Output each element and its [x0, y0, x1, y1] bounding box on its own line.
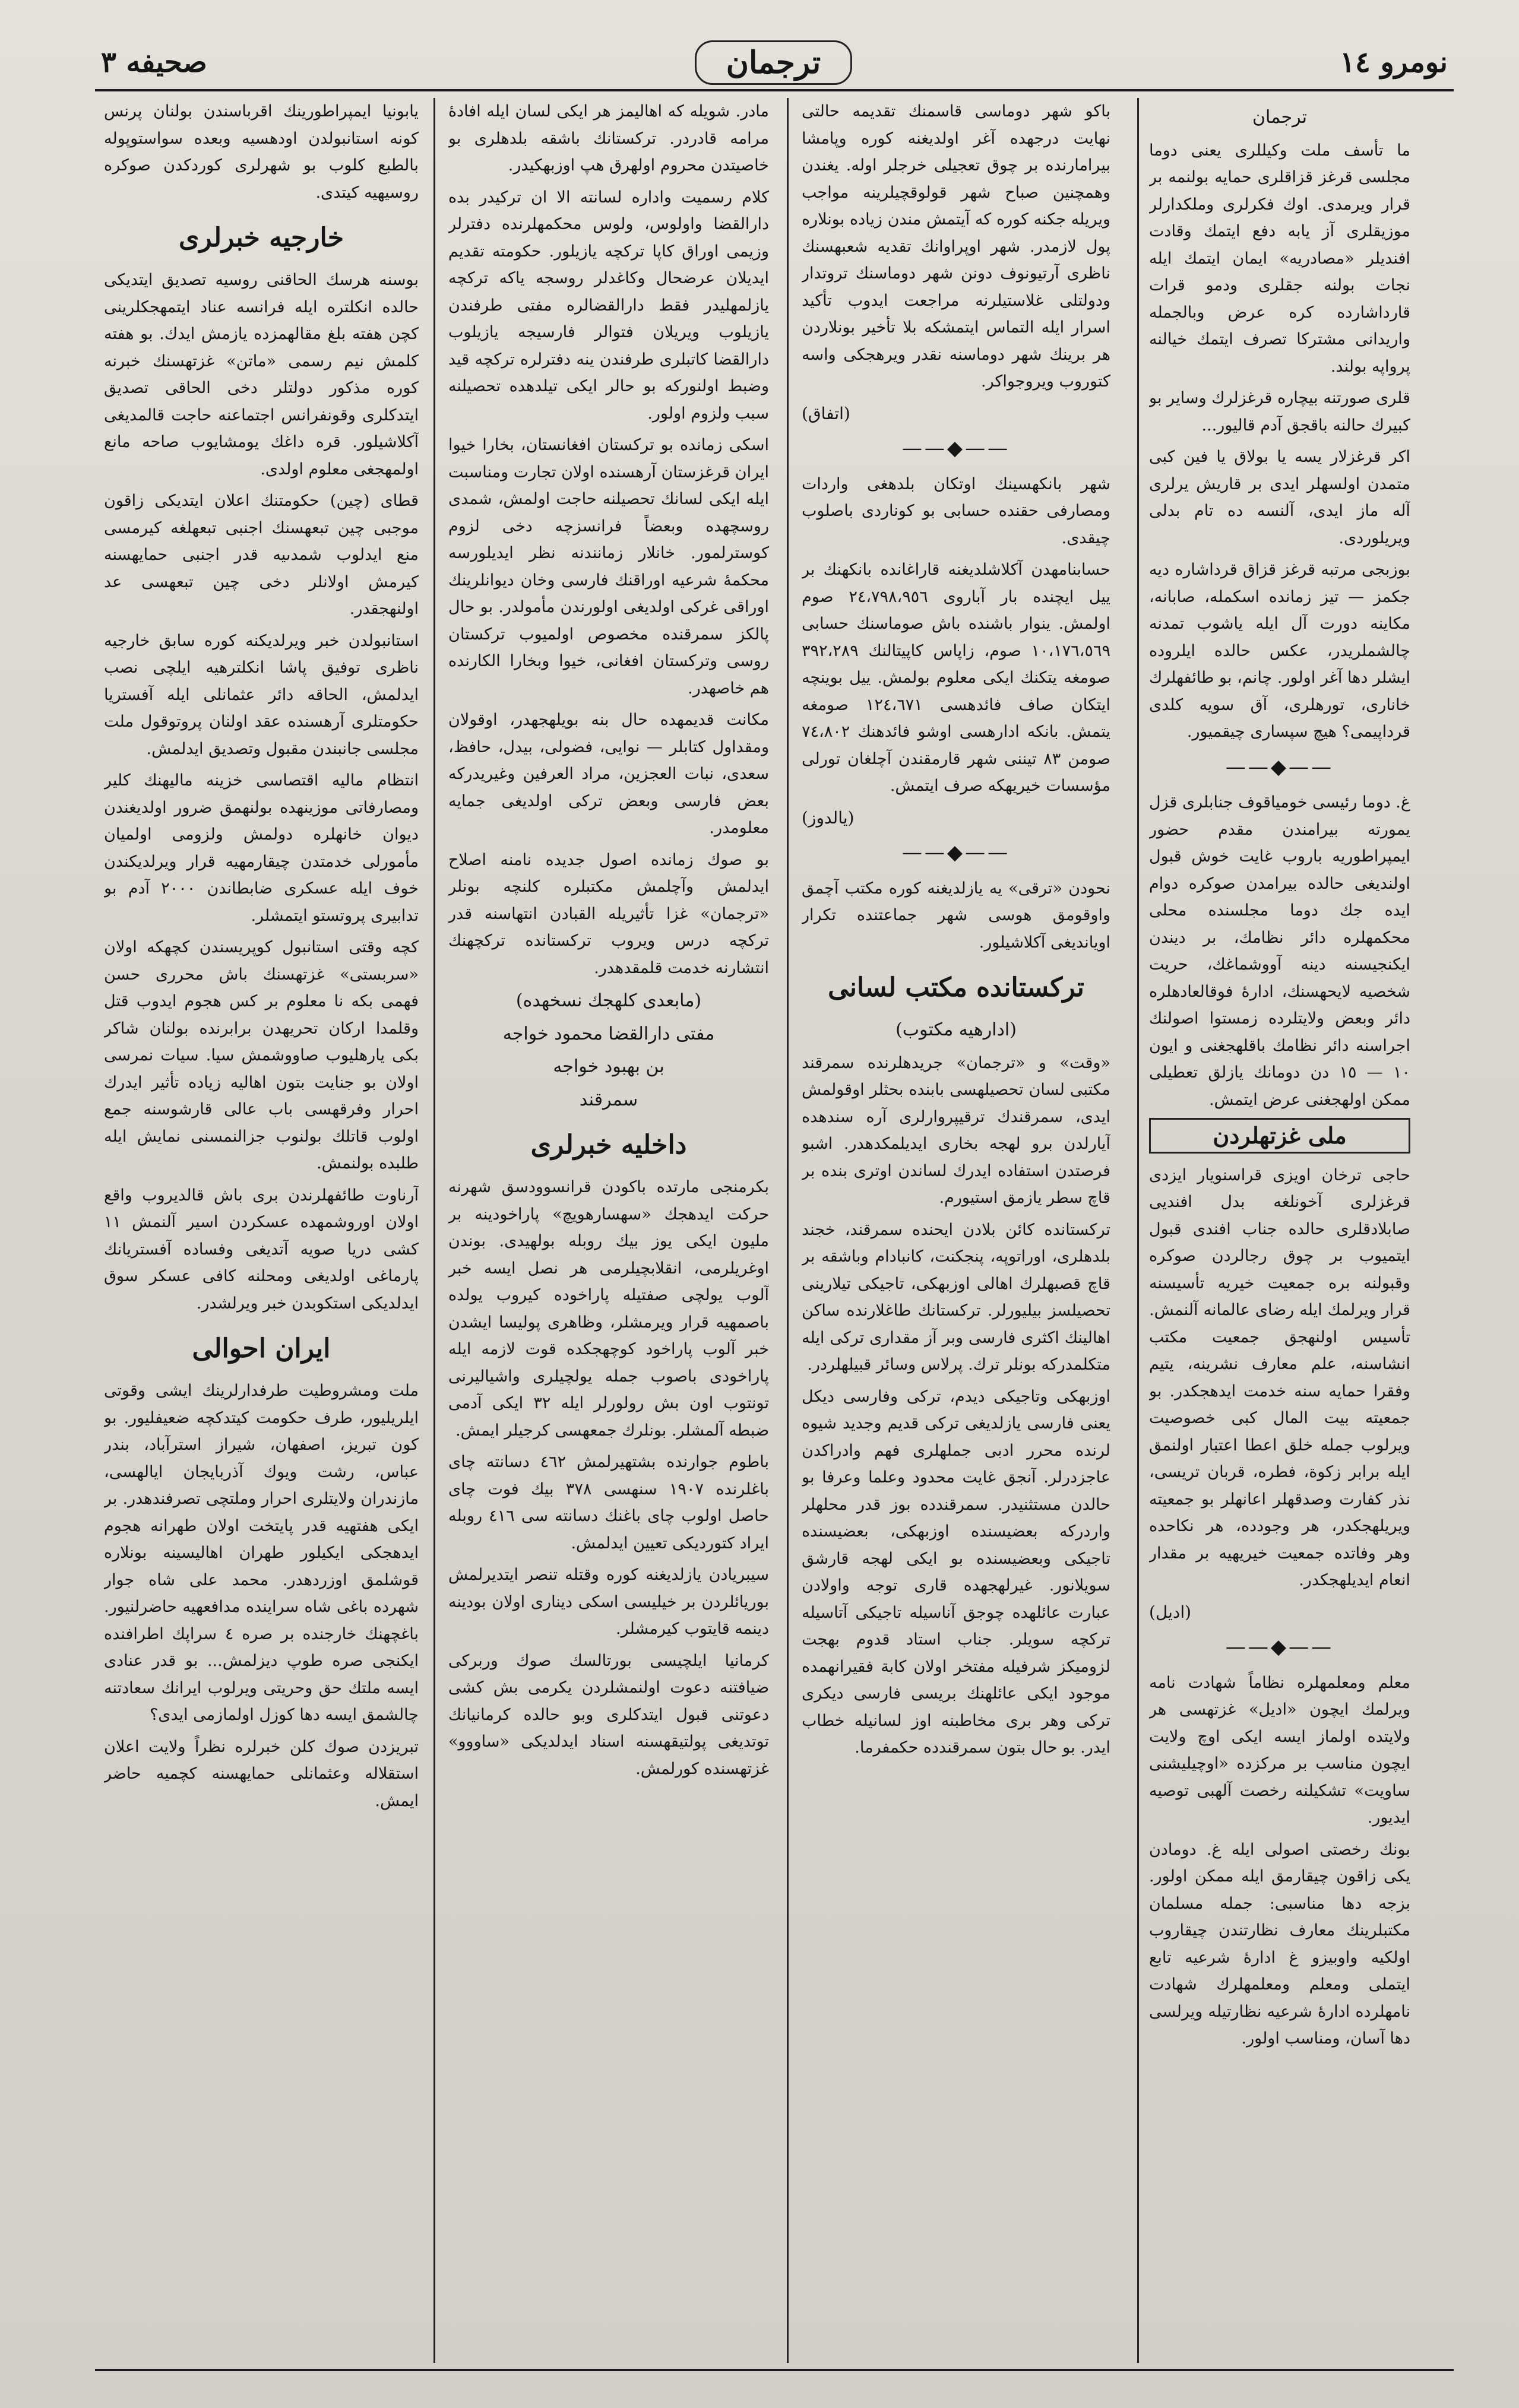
column-separator: [1137, 98, 1139, 2363]
divider-ornament: ——◆——: [1225, 755, 1334, 779]
col2-news-item: حسابنامهدن آكلاشلديغنه قاراغانده بانكهنك بر ييل ايچنده بار آباروى ٢٤،٧٩٨،٩٥٦ صوم اولمش. ينوار باشنده باش صوماسنك حسابى ١٠،١٧٦،٥٦٩ صوم، زاپاس كاپيتالنك ٣٩٢،٢٨٩ صومغه يتكنك ايكى معلوم بولمش. ييل بوينچه ايتكان صاف فائدهسى ١٢٤،٦٧١ صومغه يتمش. بانكه ادارهسى اوشو فائدهنك ٧٤،٨٠٢ صومن ٨٣ تيننى شهر قارمقندن آچلغان تورلى مؤسسات خيريهكه صرف ايتمش.: [802, 560, 1110, 795]
issue-number: نومرو ١٤: [1340, 46, 1448, 79]
col1-news-item: غ. دوما رئيسى خومياقوف جنابلرى قزل يمورته بيرامندن مقدم حضور ايمپراطوريه باروب غايت خوش قبول اولنديغى حالده بيرامدن صوكره دوام ايده جك دوما مجلسنده محلى محكمهلره دائر نظامك، بر ديندن ايكنجيسنه دينه آووشماغك، حريت شخصيه لايحهسنك، ادارهٔ فوقالعادهلره دائر وبعض ولايتلرده زمستوا اصولنك اجراسنه دائر نظامك باقلهجغنى و ايون ١٠ — ١٥ دن دومانك يازلق تعطيلى ممكن اولهجغنى عرض ايتمش.: [1149, 793, 1410, 1109]
masthead-title: ترجمان: [695, 40, 852, 85]
page-number: صحيفه ٣: [101, 46, 207, 79]
signature-line: بن بهبود خواجه: [553, 1056, 664, 1077]
col3-paragraph: مكانت قديمهده حال بنه بويلهجهدر، اوقولان ومقداول كتابلر — نوايى، فضولى، بيدل، حافظ، سعدى، نبات العجزين، مراد العرفين وغيريدركه بعض فارسى وبعض تركى اولديغى جمايه معلومدر.: [448, 711, 769, 837]
col1-news-item: بونك رخصتى اصولى ايله غ. دومادن يكى زاقون چيقارمق ايله ممكن اولور. بزجه دها مناسبى: جمله مسلمان مكتبلرينك معارف نظارتندن چيقاروب اولكيه واوبيزو غ ادارهٔ شرعيه تابع ايتملى ومعلم ومعلمهلرك شهادت نامهلرده ادارهٔ شرعيه نظارتيله ويرلسى دها آسان، ومناسب اولور.: [1149, 1840, 1410, 2048]
source-credit: (يالدوز): [802, 807, 855, 828]
col1-paragraph: اكر قرغزلار يسه يا بولاق يا فين كبى متمدن اولسهلر ايدى بر قاريش يرلرى آله ماز ايدى، آلنسه ده تام بدلى ويريلوردى.: [1149, 448, 1410, 547]
col4-news-item: تبريزدن صوك كلن خبرلره نظراً ولايت اعلان استقلاله وعثمانلى حمايهسنه كچميه حاضر ايمش.: [104, 1737, 419, 1810]
col3-news-item: بكرمنجى مارتده باكودن قرانسوودسق شهرنه حركت ايدهجك «سهسارهويچ» پاراخودينه بر مليون ايكى يوز بيك روبله بولهيدى. بوندن اوغريلرمى، انقلابچيلرمى هر نصل ايسه خبر آلوب يولچى صفتيله پاراخوده كيروب يولده باصمهيه قرار ويرمشلر، وظاهرى پوليسا ايشدن خبر آلوب پاراخود كوچهجكده قوت لازمه ايله پاراخودى باصوب جمله يولچيلرى واشياليرنى تونتوب اون بش رولورلر ايله ٣٢ ايكى آدمى ضبطه آلمشلر. بونلرك جمعهسى كرجيلر ايمش.: [448, 1178, 769, 1440]
column-2: [802, 98, 1110, 2363]
col1-paragraph: بوزبجى مرتبه قرغز قزاق قرداشاره ديه جكمز — تيز زمانده اسكمله، صابانه، مكاينه دورت آل ايله ياشوب تمدنه چالشملريدر، عكس حالده ايلروده ايشلر دها آغر اولور. چانم، بو طائفهلرك خانارى، تورهلرى، آق سويه كلدى قرداپيمى؟ هيچ سپسارى چيقميور.: [1149, 560, 1410, 741]
col2-article-paragraph: «وقت» و «ترجمان» جريدهلرنده سمرقند مكتبى لسان تحصيلهسى بابنده بحثلر اوقولمش ايدى، سمرقندك ترقيپروارلرى آره سندهده آيارلدن برو لهجه بخارى ايديلمكدهدر. اشبو فرصتدن استفاده ايدرك لساندن اوترى بنده بر قاچ سطر يازمق استيورم.: [802, 1053, 1110, 1207]
col2-news-item: شهر بانكهسينك اوتكان بلدهغى واردات ومصارفى حقنده حسابى بو كوناردى باصلوب چيقدى.: [802, 474, 1110, 547]
section-heading-foreign: خارجيه خبرلرى: [178, 223, 344, 253]
col1-news-item: معلم ومعلمهلره نظاماً شهادت نامه ويرلمك ايچون «اديل» غزتهسى هر ولايتده اولماز ايسه ايكى اوچ ولايت ايچون مناسب بر مركزده «اوچيليشنى ساويت» تشكيلنه رخصت آلهبى توصيه ايديور.: [1149, 1673, 1410, 1827]
divider-ornament: ——◆——: [1225, 1635, 1334, 1659]
page-header: [101, 33, 1448, 92]
column-3: [448, 98, 769, 2363]
signature-line: مفتى دارالقضا محمود خواجه: [502, 1023, 715, 1044]
divider-ornament: ——◆——: [901, 841, 1011, 864]
section-heading-iran: ايران احوالى: [192, 1333, 331, 1364]
col3-news-item: كرمانيا ايلچيسى بورتالسك صوك وربركى ضيافتنه دعوت اولنمشلردن يكرمى بش كشى دعوتنى قبول ايتدكلرى وبو حالده كرمانيانك توتديغى پولتيقهسنه اسناد ايدلديكى «ساووو» غزتهسنده كورلمش.: [448, 1651, 769, 1778]
col2-news-item: نحودن «ترقى» يه يازلديغنه كوره مكتب آچمق واوقومق هوسى شهر جماعتنده تكرار اويانديغى آكلاشيلور.: [802, 879, 1110, 952]
col4-news-item: بوسنه هرسك الحاقنى روسيه تصديق ايتديكى حالده انكلتره ايله فرانسه عناد ايتمهجكلرينى كچن هفته بلغ مقالهمزده يازمش ايدك. بو هفته كلمش نيم رسمى «ماتن» غزتهسنك خبرنه كوره مذكور دولتلر دخى الحاقى تصديق ايتدكلرى وقونفرانس اجتماعنه حاجت قالمديغى آكلاشيلور. قره داغك يومشايوب صاحه مانع اولمهجغى معلوم اولدى.: [104, 271, 419, 479]
col3-news-item: باطوم جوارنده بشتهيرلمش ٤٦٢ دسانته چاى باغلرنده ١٩٠٧ سنهسى ٣٧٨ بيك فوت چاى حاصل اولوب چاى باغنك دسانته سى ٤١٦ روبله ايراد كتورديكى تعيين ايدلمش.: [448, 1453, 769, 1552]
section-label-tercuman: ترجمان: [1252, 107, 1307, 128]
signature-place: سمرقند: [579, 1089, 638, 1110]
col4-news-item: ملت ومشروطيت طرفدارلرينك ايشى وقوتى ايلريليور، طرف حكومت كيتدكچه ضعيفليور. بو كون تبريز، اصفهان، شيراز استرآباد، بندر عباس، رشت ويوك آذربايجان ايالهسى، مازندران ولايتلرى احرار وملتچى تصرفندهدر. بر ايكى هفتهيه قدر پايتخت اولان طهرانه هجوم ايدهجكى ايكيلور طهران اهاليسينه بونلاره قوشلمق اوزردهدر. محمد على شاه جوار شهرده باغى شاه سراينده مدافعهيه حاضرلنيور. باغچهنك خارجنده بر صره ٤ سراپك اطرافنده ايكنجى صره طوپ ديزلمش... بو قدر عنادى ايسه ملتك حق وحريتى ويرلوب ايرانك سعادتنه چالشمق ايسه دها كوزل اولمازمى ايدى؟: [104, 1382, 419, 1724]
col3-paragraph: بو صوك زمانده اصول جديده نامنه اصلاح ايدلمش وآچلمش مكتبلره كلنچه بونلر «ترجمان» غزا تأثيريله القبادن انتهاسنه قدر تركچه درس ويروب تركستانده تركچهنك انتشارنه خدمت قلمقدهدر.: [448, 850, 769, 977]
section-heading-domestic: داخليه خبرلرى: [530, 1130, 687, 1160]
section-heading-milli: ملى غزتهلردن: [1149, 1118, 1410, 1154]
subheading-letter: (ادارهيه مكتوب): [895, 1019, 1017, 1040]
col2-article-paragraph: اوزبهكى وتاجيكى ديدم، تركى وفارسى ديكل يعنى فارسى يازلديغى تركى قديم وجديد شيوه لرنده محرر ادبى جملهلرى فهم وادراكدن عاجزدرلر. آنجق غايت محدود وعلما وعرفا بو حالدن مستثنيدر. سمرقندده بوز قدر محلهلر واردركه بعضيسنده اوزبهكى، بعضيسنده تاجيكى وبعضيسنده بو ايكى لهجه قارشق سويلانور. غيرلهجهده قارى توجه واولادن عبارت عائلهده چوجق آناسيله تاجيكى آتاسيله تركچه سويلر. جناب استاد قدوم بهجت لزوميكز شرفيله مفتخر اولان كابة فقيرانهمده موجود ايكى عائلهنك بريسى فارسى ديكرى تركى وهر برى مخاطبنه اوز لسانيله خطاب ايدر. بو حال بتون سمرقندده حكمفرما.: [802, 1387, 1110, 1757]
column-separator: [433, 98, 435, 2363]
col1-news-item: حاجى ترخان اويزى قراسنويار ايزدى قرغزلرى آخونلغه بدل افنديى صابلادقلرى حالده جناب افندى قبول ايتميوب بر چوق رجالردن صوكره وقبولنه بره جمعيت خيريه تأسيسنه قرار ويرلمك ايله رضاى عالمانه آلنمش. تأسيس اولنهجق جمعيت مكتب انشاسنه، علم معارف نشرينه، يتيم وفقرا حمايه سنه خدمت ايدهجكدر. بو جمعيته بيت المال كبى خصوصيت ويرلوب جمله خلق اعطا اعتبار اولنمق ايله برابر زكوة، فطره، قربان تريسى، نذر كفارت وصدقهلر اعانهلر بو جمعيته ويريلهجكدر، هر وجودده، هر نكاحده وهر وفاتده جمعيت خيريهيه بر مقدار انعام ايديلهجكدر.: [1149, 1165, 1410, 1589]
col4-news-item: كچه وقتى استانبول كوپريسندن كچهكه اولان «سربستى» غزتهسنك باش محررى حسن فهمى بكه نا معلوم بر كس هجوم ايدوب قتل وقلمدا اركان تحريهدن برابرنده بولنان شاكر بكى يارهليوب صاووشمش سيا. سيات نمرسى اولان بو جنايت بتون اهاليه زياده تأثير ايدرك احرار وفرقهسى باب عالى قارشوسنه جمع اولوب قاتلك بولنوب جزالنمسنى نمايش ايله طلبده بولنمش.: [104, 938, 419, 1173]
divider-ornament: ——◆——: [901, 436, 1011, 460]
continued-note: (مابعدى كلهجك نسخهده): [515, 990, 702, 1011]
source-credit: (اديل): [1149, 1602, 1192, 1622]
col3-paragraph: مادر. شويله كه اهاليمز هر ايكى لسان ايله افادهٔ مرامه قادردر. تركستانك باشقه بلدهلرى بو خاصيتدن محروم اولهرق هپ اوزبهكيدر.: [448, 102, 769, 175]
bottom-rule: [95, 2369, 1454, 2371]
col4-paragraph: يابونيا ايمپراطورينك اقرباسندن بولنان پرنس كونه استانبولدن اودهسيه وبعده سواستوپوله بالطبع كلوب بو شهرلرى كوردكدن صوكره روسيهيه كيتدى.: [104, 102, 419, 202]
col2-article-paragraph: تركستانده كائن بلادن ايحنده سمرقند، خجند بلدهلرى، اوراتوپه، پنجكنت، كانبادام وباشقه بر قاچ قصبهلرك اهالى اوزبهكى، تاجيكى تيلارينى تحصيلسز بيليورلر. تركستانك طاغلارنده ساكن اهالينك اكثرى فارسى وبر آز مقدارى تركى ايله متكلمدركه بونلر ترك. پرلاس وسائر قبيلهلردر.: [802, 1220, 1110, 1374]
col2-paragraph: باكو شهر دوماسى قاسمنك تقديمه حالتى نهايت درجهده آغر اولديغنه كوره وپامشا بيرامارنده بر چوق تعجيلى خرجلر اوله. يغندن وهمچنين صباح شهر قولوقچيلرينه مواجب ويريله جكنه كوره كه آيتمش مندن زياده بونلاره پول لازمدر. شهر اوپراوانك تقديه شعبهسنك ناظرى آرتيونوف دونن شهر دوماسنك تروتدار ودولتلى غلاستيلرنه مراجعت ايدوب تأكيد اسرار ايله التماس ايتمشكه بلا تأخير بونلاردن هر برينك شهر دوماسنه نقدر ويرهجكى واسه كتوروب ويروجواكر.: [802, 102, 1110, 391]
col4-news-item: آرناوت طائفهلرندن برى باش قالديروب واقع اولان اوروشمهده عسكردن اسير آلنمش ١١ كشى دريا صويه آتديغى وفساده آفستريانك پارماغى اولديغى ومحلنه كافى عسكر سوق ايدلديكى استكوبدن خبر ويرلشدر.: [104, 1186, 419, 1313]
col4-news-item: استانبولدن خبر ويرلديكنه كوره سابق خارجيه ناظرى توفيق پاشا انكلترهيه ايلچى نصب ايدلمش، الحاقه دائر عثمانلى ايله آفستريا حكومتلرى آرهسنده عقد اولنان پروتوقول ملت مجلسى جانبندن مقبول وتصديق ايدلمش.: [104, 631, 419, 758]
col4-news-item: قطاى (چين) حكومتنك اعلان ايتديكى زاقون موجبى چين تبعهسنك اجنبى تبعهلغه كيرمسى منع ايدلوب شمدىيه قدر اجنبى حمايهسنه كيرمش اولانلر دخى چين تبعهسى عد اولنهجقدر.: [104, 492, 419, 618]
column-4: [104, 98, 419, 2363]
col1-paragraph: ما تأسف ملت وكيللرى يعنى دوما مجلسى قرغز قزاقلرى حمايه بولنمه بر قرار ويرمدى. اوك فكرلرى وملكدارلر موزيقلرى آز يابه دفع ايتمك وقادت افنديلر «مصادريه» ايمان ايتمك ايله نجات بولنه جقلرى ودمو قرات قارداشارده كره عرض وبالجمله واريدانى مشتركا تصرف ايتمك خيالنه پرواپه بولند.: [1149, 141, 1410, 376]
column-1: [1149, 98, 1410, 2363]
section-heading-turkestan-school: تركستانده مكتب لسانى: [828, 972, 1084, 1003]
col3-paragraph: اسكى زمانده بو تركستان افغانستان، بخارا خيوا ايران قرغزستان آرهسنده اولان تجارت ومناسبت ايله ايكى لسانك تحصيلنه حاجت اولمش، شمدى روسچهده وبعضاً فرانسزچه دخى لزوم كوسترلمور. خانلار زمانندنه نظر ايديلورسه محكمهٔ شرعيه اوراقنك فارسى وخان ديوانلرينك اوراقى غركى اولديغى اولورندن مأمولدر. بو حال پالكز سمرقنده مخصوص اولميوب تركستان روسى وتركستان افغانى، خيوا وبخارا الكارنده هم خاصهدر.: [448, 436, 769, 698]
top-rule: [95, 89, 1454, 91]
source-credit: (اتفاق): [802, 403, 850, 423]
col1-paragraph: قلرى صورتنه بيچاره قرغزلرك وساير بو كبيرك حالنه باقجق آدم قاليور...: [1149, 389, 1410, 435]
col3-news-item: سيبريادن يازلديغنه كوره وقتله تنصر ايتديرلمش بوريائلردن بر خيليسى اسكى ديناری اولان بودينه دينمه قايتوب كيرمشلر.: [448, 1566, 769, 1638]
col4-news-item: انتظام ماليه اقتصاسى خزينه ماليهنك كلير ومصارفاتى موزينهده بولنهمق ضرور اولديغندن ديوان خانهلره دولمش ولزومى اولميان مأمورلى خدمتدن چيقارمهيه قرار ويرلديكندن خوف ايله عسكرى ضابطاندن ٢٠٠٠ آدم بو تدابيرى پروتستو ايتمشلر.: [104, 771, 419, 925]
column-separator: [787, 98, 789, 2363]
col3-paragraph: كلام رسميت واداره لسانته الا ان تركيدر بده دارالقضا واولوس، ولوس محكمهلرنده دفترلر وزيمى اوراق كاپا تركچه يازيلور. حكومته تقديم ايديلان عرضحال وكاغدلر روسجه ياكه تركچه يازلمهليدر فقط دارالقضالره مفتى طرفندن يازيلوب ويريلان فتوالر فارسيجه يازيلوب دارالقضا كاتبلرى طرفندن ينه دفترلره تركچه قيد وضبط اولنوركه بو حالر ايكى تيلدهده تحصيلنه سبب ولزوم اولور.: [448, 188, 769, 423]
